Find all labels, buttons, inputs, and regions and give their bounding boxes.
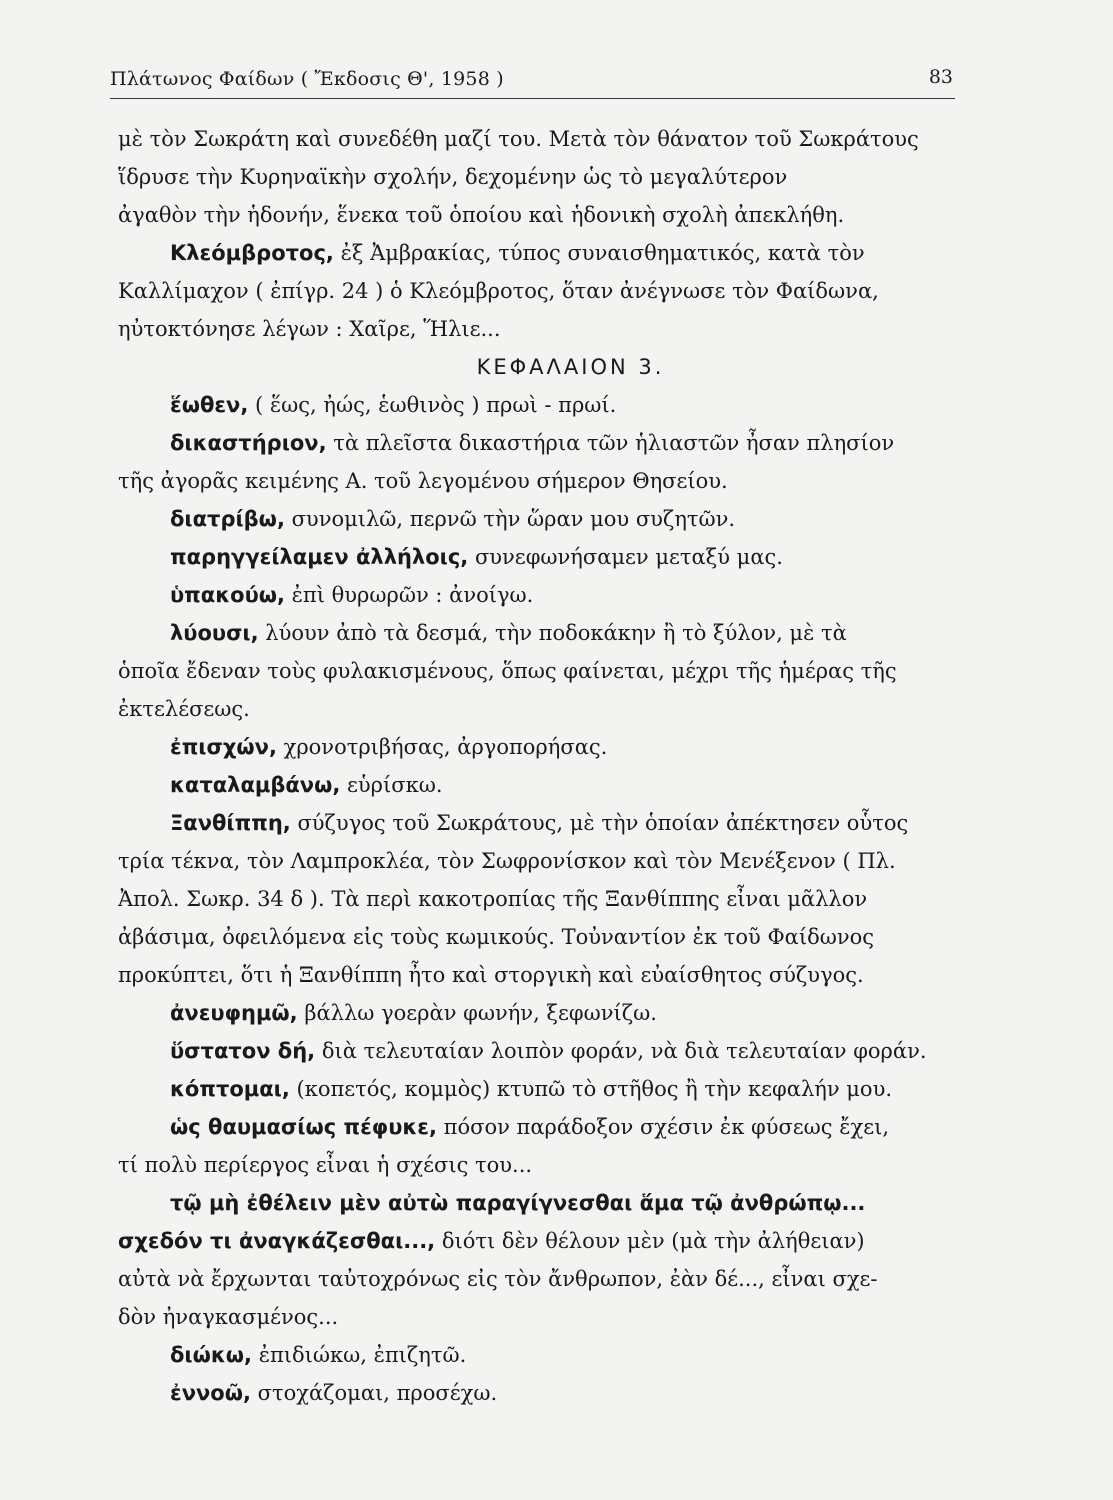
glossary-entry: [118, 804, 963, 842]
glossary-entry: [118, 500, 963, 538]
entry-term: κόπτομαι,: [170, 1077, 290, 1101]
entry-text: στοχάζομαι, προσέχω.: [250, 1381, 498, 1405]
entry-text: τί πολὺ περίεργος εἶναι ἡ σχέσις του...: [118, 1153, 533, 1177]
entry-term: καταλαμβάνω,: [170, 773, 341, 797]
entry-text: διότι δὲν θέλουν μὲν (μὰ τὴν ἀλήθειαν): [435, 1229, 865, 1253]
entry-term: διώκω,: [170, 1343, 253, 1367]
entry-text: αὐτὰ νὰ ἔρχωνται ταὐτοχρόνως εἰς τὸν ἄνθρωπον, ἐὰν δέ..., εἶναι σχε-: [118, 1267, 878, 1291]
glossary-entry: [118, 538, 963, 576]
entry-text: ἐπιδιώκω, ἐπιζητῶ.: [252, 1343, 467, 1367]
entry-text: διὰ τελευταίαν λοιπὸν φοράν, νὰ διὰ τελευταίαν φοράν.: [315, 1039, 927, 1063]
entry-text: σύζυγος τοῦ Σωκράτους, μὲ τὴν ὁποίαν ἀπέκτησεν οὗτος: [290, 811, 909, 835]
header-title: Πλάτωνος Φαίδων ( Ἔκδοσις Θ', 1958 ): [110, 68, 504, 90]
entry-term: ἕωθεν,: [170, 393, 249, 417]
entry-text: ΚΕΦΑΛΑΙΟΝ 3.: [476, 355, 665, 379]
text-line: [118, 120, 963, 158]
entry-text: ἀγαθὸν τὴν ἡδονήν, ἕνεκα τοῦ ὁποίου καὶ ἡδονικὴ σχολὴ ἀπεκλήθη.: [118, 203, 845, 227]
entry-term: ἐπισχών,: [170, 735, 277, 759]
text-line: [118, 158, 963, 196]
text-line: [118, 196, 963, 234]
text-line: [118, 1298, 963, 1336]
entry-text: Καλλίμαχον ( ἐπίγρ. 24 ) ὁ Κλεόμβροτος, ὅταν ἀνέγνωσε τὸν Φαίδωνα,: [118, 279, 879, 303]
entry-text: πόσον παράδοξον σχέσιν ἐκ φύσεως ἔχει,: [436, 1115, 890, 1139]
entry-text: βάλλω γοερὰν φωνήν, ξεφωνίζω.: [297, 1001, 657, 1025]
entry-term: ὡς θαυμασίως πέφυκε,: [170, 1115, 437, 1139]
page-number: 83: [928, 66, 953, 88]
entry-text: τρία τέκνα, τὸν Λαμπροκλέα, τὸν Σωφρονίσκον καὶ τὸν Μενέξενον ( Πλ.: [118, 849, 896, 873]
entry-text: Ἀπολ. Σωκρ. 34 δ ). Τὰ περὶ κακοτροπίας τῆς Ξανθίππης εἶναι μᾶλλον: [118, 887, 868, 911]
entry-term: διατρίβω,: [170, 507, 285, 531]
entry-text: μὲ τὸν Σωκράτη καὶ συνεδέθη μαζί του. Μετὰ τὸν θάνατον τοῦ Σωκράτους: [118, 127, 919, 151]
entry-text: ( ἕως, ἠώς, ἑωθινὸς ) πρωὶ - πρωί.: [248, 393, 617, 417]
glossary-entry: [118, 234, 963, 272]
text-line: [118, 1146, 963, 1184]
entry-term: Ξανθίππη,: [170, 811, 291, 835]
glossary-entry: [118, 1032, 963, 1070]
chapter-heading: [118, 348, 963, 386]
entry-text: χρονοτριβήσας, ἀργοπορήσας.: [276, 735, 608, 759]
entry-text: δὸν ἠναγκασμένος...: [118, 1305, 339, 1329]
glossary-entry: [118, 766, 963, 804]
entry-term: τῷ μὴ ἐθέλειν μὲν αὐτὼ παραγίγνεσθαι ἅμα τῷ ἀνθρώπῳ...: [170, 1191, 866, 1215]
entry-term: ἐννοῶ,: [170, 1381, 251, 1405]
entry-text: προκύπτει, ὅτι ἡ Ξανθίππη ἦτο καὶ στοργικὴ καὶ εὐαίσθητος σύζυγος.: [118, 963, 864, 987]
text-line: [118, 462, 963, 500]
glossary-entry: [118, 1336, 963, 1374]
glossary-entry: [118, 994, 963, 1032]
text-line: [118, 880, 963, 918]
entry-text: εὑρίσκω.: [340, 773, 443, 797]
running-header: [110, 58, 955, 99]
entry-term: Κλεόμβροτος,: [170, 241, 334, 265]
glossary-entry: [118, 1070, 963, 1108]
entry-term: ἀνευφημῶ,: [170, 1001, 298, 1025]
entry-term: παρηγγείλαμεν ἀλλήλοις,: [170, 545, 469, 569]
glossary-entry: [118, 576, 963, 614]
glossary-entry: [118, 728, 963, 766]
entry-text: (κοπετός, κομμὸς) κτυπῶ τὸ στῆθος ἢ τὴν κεφαλήν μου.: [289, 1077, 893, 1101]
glossary-entry: [118, 614, 963, 652]
text-line: [118, 1260, 963, 1298]
entry-text: ἵδρυσε τὴν Κυρηναϊκὴν σχολήν, δεχομένην ὡς τὸ μεγαλύτερον: [118, 165, 788, 189]
entry-text: λύουν ἀπὸ τὰ δεσμά, τὴν ποδοκάκην ἢ τὸ ξύλον, μὲ τὰ: [258, 621, 847, 645]
entry-text: συνομιλῶ, περνῶ τὴν ὥραν μου συζητῶν.: [284, 507, 736, 531]
entry-text: ὁποῖα ἔδεναν τοὺς φυλακισμένους, ὅπως φαίνεται, μέχρι τῆς ἡμέρας τῆς: [118, 659, 897, 683]
text-line: [118, 690, 963, 728]
entry-term: ὕστατον δή,: [170, 1039, 316, 1063]
entry-term: λύουσι,: [170, 621, 259, 645]
glossary-entry: [118, 1108, 963, 1146]
entry-text: ἀβάσιμα, ὀφειλόμενα εἰς τοὺς κωμικούς. Τοὐναντίον ἐκ τοῦ Φαίδωνος: [118, 925, 875, 949]
glossary-entry: [118, 386, 963, 424]
text-line: [118, 918, 963, 956]
entry-text: ηὐτοκτόνησε λέγων : Χαῖρε, Ἥλιε...: [118, 317, 501, 341]
text-line: [118, 652, 963, 690]
glossary-entry: [118, 1374, 963, 1412]
text-line: [118, 272, 963, 310]
entry-text: συνεφωνήσαμεν μεταξύ μας.: [468, 545, 783, 569]
entry-term: δικαστήριον,: [170, 431, 327, 455]
entry-text: ἐξ Ἀμβρακίας, τύπος συναισθηματικός, κατὰ τὸν: [333, 241, 865, 265]
entry-term: ὑπακούω,: [170, 583, 285, 607]
glossary-entry: [118, 1222, 963, 1260]
entry-text: ἐπὶ θυρωρῶν : ἀνοίγω.: [284, 583, 534, 607]
glossary-entry: [118, 424, 963, 462]
entry-term: σχεδόν τι ἀναγκάζεσθαι...,: [118, 1229, 436, 1253]
glossary-entry: [118, 1184, 963, 1222]
text-line: [118, 842, 963, 880]
glossary-text: [118, 120, 963, 1412]
text-line: [118, 310, 963, 348]
entry-text: τῆς ἀγορᾶς κειμένης Α. τοῦ λεγομένου σήμερον Θησείου.: [118, 469, 728, 493]
text-line: [118, 956, 963, 994]
entry-text: τὰ πλεῖστα δικαστήρια τῶν ἡλιαστῶν ἦσαν πλησίον: [326, 431, 895, 455]
entry-text: ἐκτελέσεως.: [118, 697, 250, 721]
